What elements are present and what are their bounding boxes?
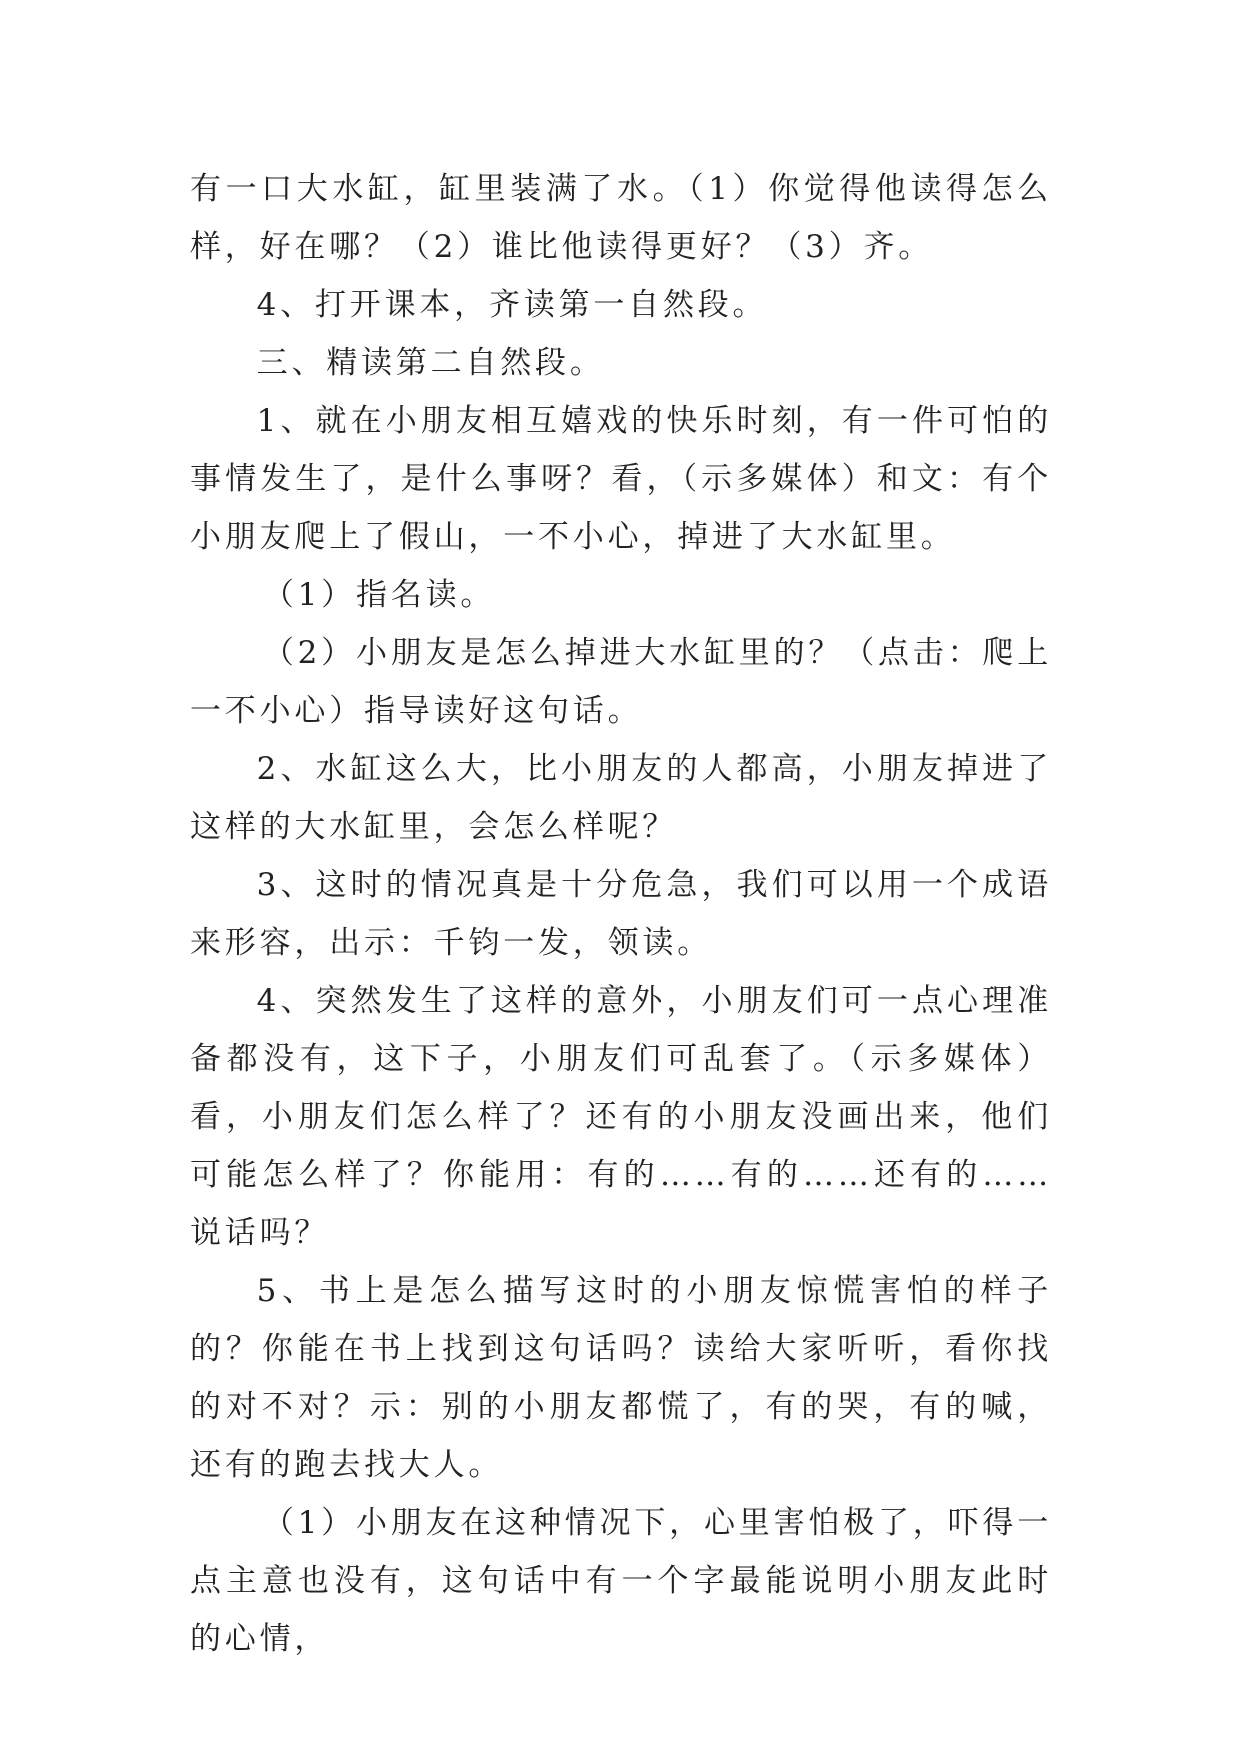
paragraph-3: 三、精读第二自然段。	[256, 345, 605, 381]
paragraph-6: （2）小朋友是怎么掉进大水缸里的？（点击：爬上 一不小心）指导读好这句话。	[190, 635, 1052, 729]
paragraph-1: 有一口大水缸，缸里装满了水。（1）你觉得他读得怎么样，好在哪？（2）谁比他读得更好？（3）齐。	[190, 171, 1052, 265]
paragraph-11: （1）小朋友在这种情况下，心里害怕极了，吓得一点主意也没有，这句话中有一个字最能说明小朋友此时的心情，	[190, 1505, 1052, 1657]
paragraph-2: 4、打开课本，齐读第一自然段。	[256, 287, 768, 323]
paragraph-5: （1）指名读。	[262, 577, 496, 613]
paragraph-4: 1、就在小朋友相互嬉戏的快乐时刻，有一件可怕的事情发生了，是什么事呀？看，（示多媒体）和文：有个小朋友爬上了假山，一不小心，掉进了大水缸里。	[190, 403, 1052, 555]
document-body	[190, 160, 1052, 1668]
paragraph-9: 4、突然发生了这样的意外，小朋友们可一点心理准备都没有，这下子，小朋友们可乱套了。（示多媒体）看，小朋友们怎么样了？还有的小朋友没画出来，他们可能怎么样了？你能用：有的……有的……还有的……说话吗？	[190, 983, 1052, 1251]
paragraph-10: 5、书上是怎么描写这时的小朋友惊慌害怕的样子的？你能在书上找到这句话吗？读给大家听听，看你找的对不对？示：别的小朋友都慌了，有的哭，有的喊，还有的跑去找大人。	[190, 1273, 1052, 1483]
paragraph-8: 3、这时的情况真是十分危急，我们可以用一个成语来形容，出示：千钧一发，领读。	[190, 867, 1052, 961]
paragraph-7: 2、水缸这么大，比小朋友的人都高，小朋友掉进了这样的大水缸里，会怎么样呢？	[190, 751, 1052, 845]
